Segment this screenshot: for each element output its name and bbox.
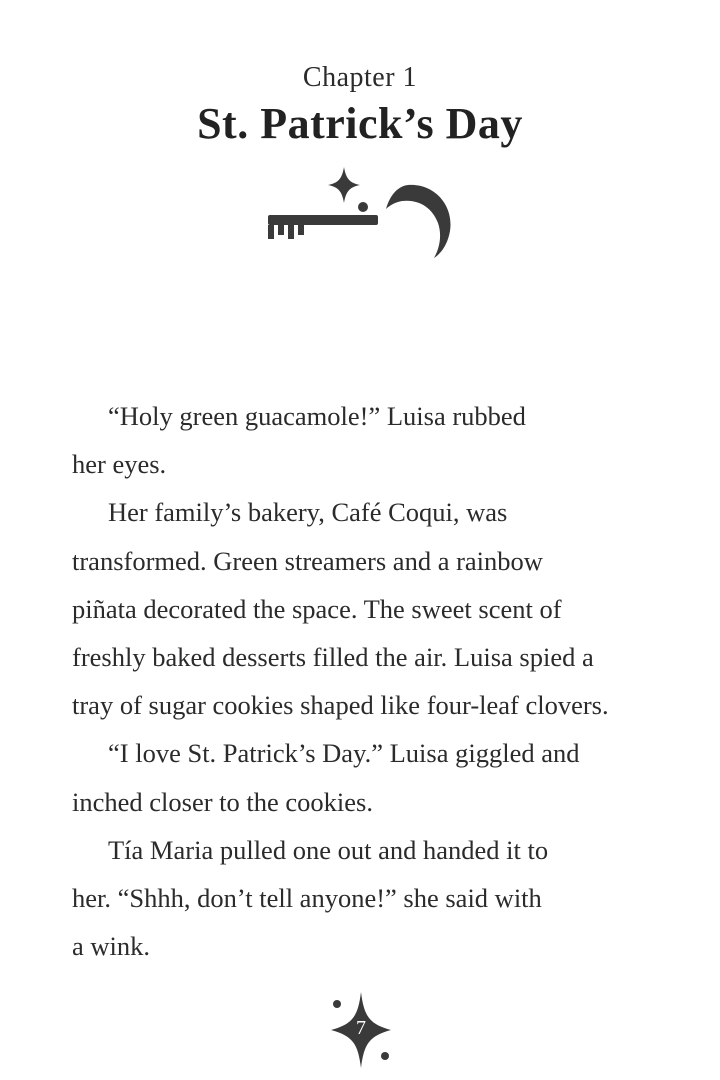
- dot-icon: [381, 1052, 389, 1060]
- crescent-moon-icon: [386, 185, 451, 258]
- sparkle-icon: [328, 167, 360, 203]
- paragraph: [72, 392, 672, 488]
- page-number: 7: [356, 1017, 366, 1039]
- paragraph: [72, 488, 672, 729]
- key-icon: [268, 202, 378, 239]
- text-line: “I love St. Patrick’s Day.” Luisa giggled and: [108, 738, 580, 769]
- paragraph: [72, 826, 672, 971]
- text-line: freshly baked desserts filled the air. Luisa spied a: [72, 642, 594, 673]
- text-line: tray of sugar cookies shaped like four-leaf clovers.: [72, 690, 609, 721]
- chapter-label: Chapter 1: [302, 62, 418, 93]
- paragraph: [72, 729, 672, 825]
- text-line: her eyes.: [72, 449, 167, 480]
- dot-icon: [333, 1000, 341, 1008]
- text-line: piñata decorated the space. The sweet scent of: [72, 593, 562, 624]
- text-line: “Holy green guacamole!” Luisa rubbed: [108, 401, 526, 431]
- text-line: Tía Maria pulled one out and handed it to: [108, 834, 549, 865]
- text-line: transformed. Green streamers and a rainbow: [72, 545, 543, 576]
- text-line: inched closer to the cookies.: [72, 786, 373, 817]
- story-text: [72, 392, 672, 970]
- text-line: a wink.: [72, 931, 151, 962]
- text-line: Her family’s bakery, Café Coqui, was: [108, 497, 508, 528]
- key-moon-emblem: [258, 165, 458, 260]
- text-line: her. “Shhh, don’t tell anyone!” she said with: [72, 883, 542, 914]
- chapter-title: St. Patrick’s Day: [197, 99, 523, 148]
